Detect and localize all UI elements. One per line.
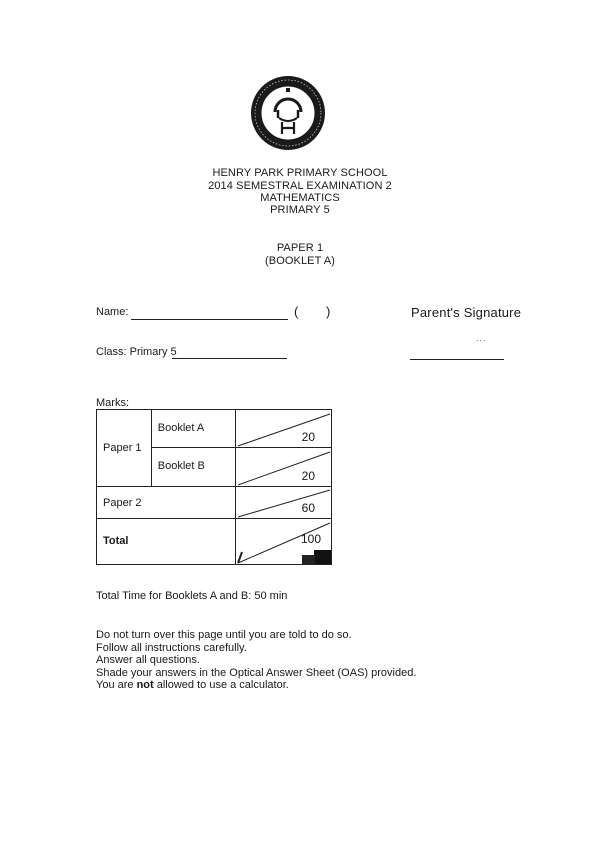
paper2-max: 60 [301,501,315,515]
booklet-b-max: 20 [301,469,315,483]
class-label: Class: Primary 5 [96,346,177,358]
instruction-line-5 [96,679,416,692]
booklet-a-max: 20 [301,430,315,444]
instruction-line-5-bold: not [136,679,154,691]
name-field[interactable] [131,319,288,320]
paper2-label-cell [97,487,236,519]
name-label: Name: [96,306,129,318]
booklet-a-label: Booklet A [157,422,205,434]
instruction-line-2: Follow all instructions carefully. [96,641,247,654]
paper2-diagonal [236,487,332,519]
booklet-b-label-cell [151,448,235,487]
booklet-a-diagonal [236,410,332,448]
total-max: 100 [300,532,321,546]
total-time-note: Total Time for Booklets A and B: 50 min [96,590,288,602]
instruction-line-3: Answer all questions. [96,654,200,666]
instruction-line-4: Shade your answers in the Optical Answer Sheet (OAS) provided. [96,666,417,679]
parent-signature-field[interactable] [410,359,504,360]
exam-title: 2014 SEMESTRAL EXAMINATION 2 [208,180,392,192]
class-field[interactable] [172,358,287,359]
register-number-close-paren: ) [326,304,331,319]
total-mark-cell[interactable] [236,519,332,565]
subject-title: MATHEMATICS [260,192,340,204]
paper1-label: Paper 1 [103,442,142,454]
instructions [96,629,416,692]
instruction-line-1: Do not turn over this page until you are told to do so. [96,629,352,641]
booklet-b-diagonal [236,448,332,487]
instruction-line-5-pre: You are [96,679,137,691]
paper-title: PAPER 1 [276,242,324,254]
booklet-b-mark-cell[interactable] [236,448,332,487]
booklet-title: (BOOKLET A) [265,255,335,267]
instruction-line-5-post: allowed to use a calculator. [153,679,289,691]
paper2-mark-cell[interactable] [236,487,332,519]
register-number-open-paren: ( [294,304,299,319]
signature-dots: ... [476,333,487,343]
school-name: HENRY PARK PRIMARY SCHOOL [212,167,388,179]
paper2-label: Paper 2 [103,496,142,509]
marks-table [96,409,332,565]
booklet-a-mark-cell[interactable] [236,410,332,448]
booklet-a-label-cell [151,410,235,448]
school-crest-logo [249,74,327,152]
level-title: PRIMARY 5 [270,204,330,216]
paper1-label-cell [97,410,152,487]
booklet-b-label: Booklet B [157,460,205,472]
parent-signature-label: Parent's Signature [411,305,522,320]
marks-label: Marks: [96,397,129,409]
total-label: Total [103,535,129,547]
total-label-cell [97,519,236,565]
